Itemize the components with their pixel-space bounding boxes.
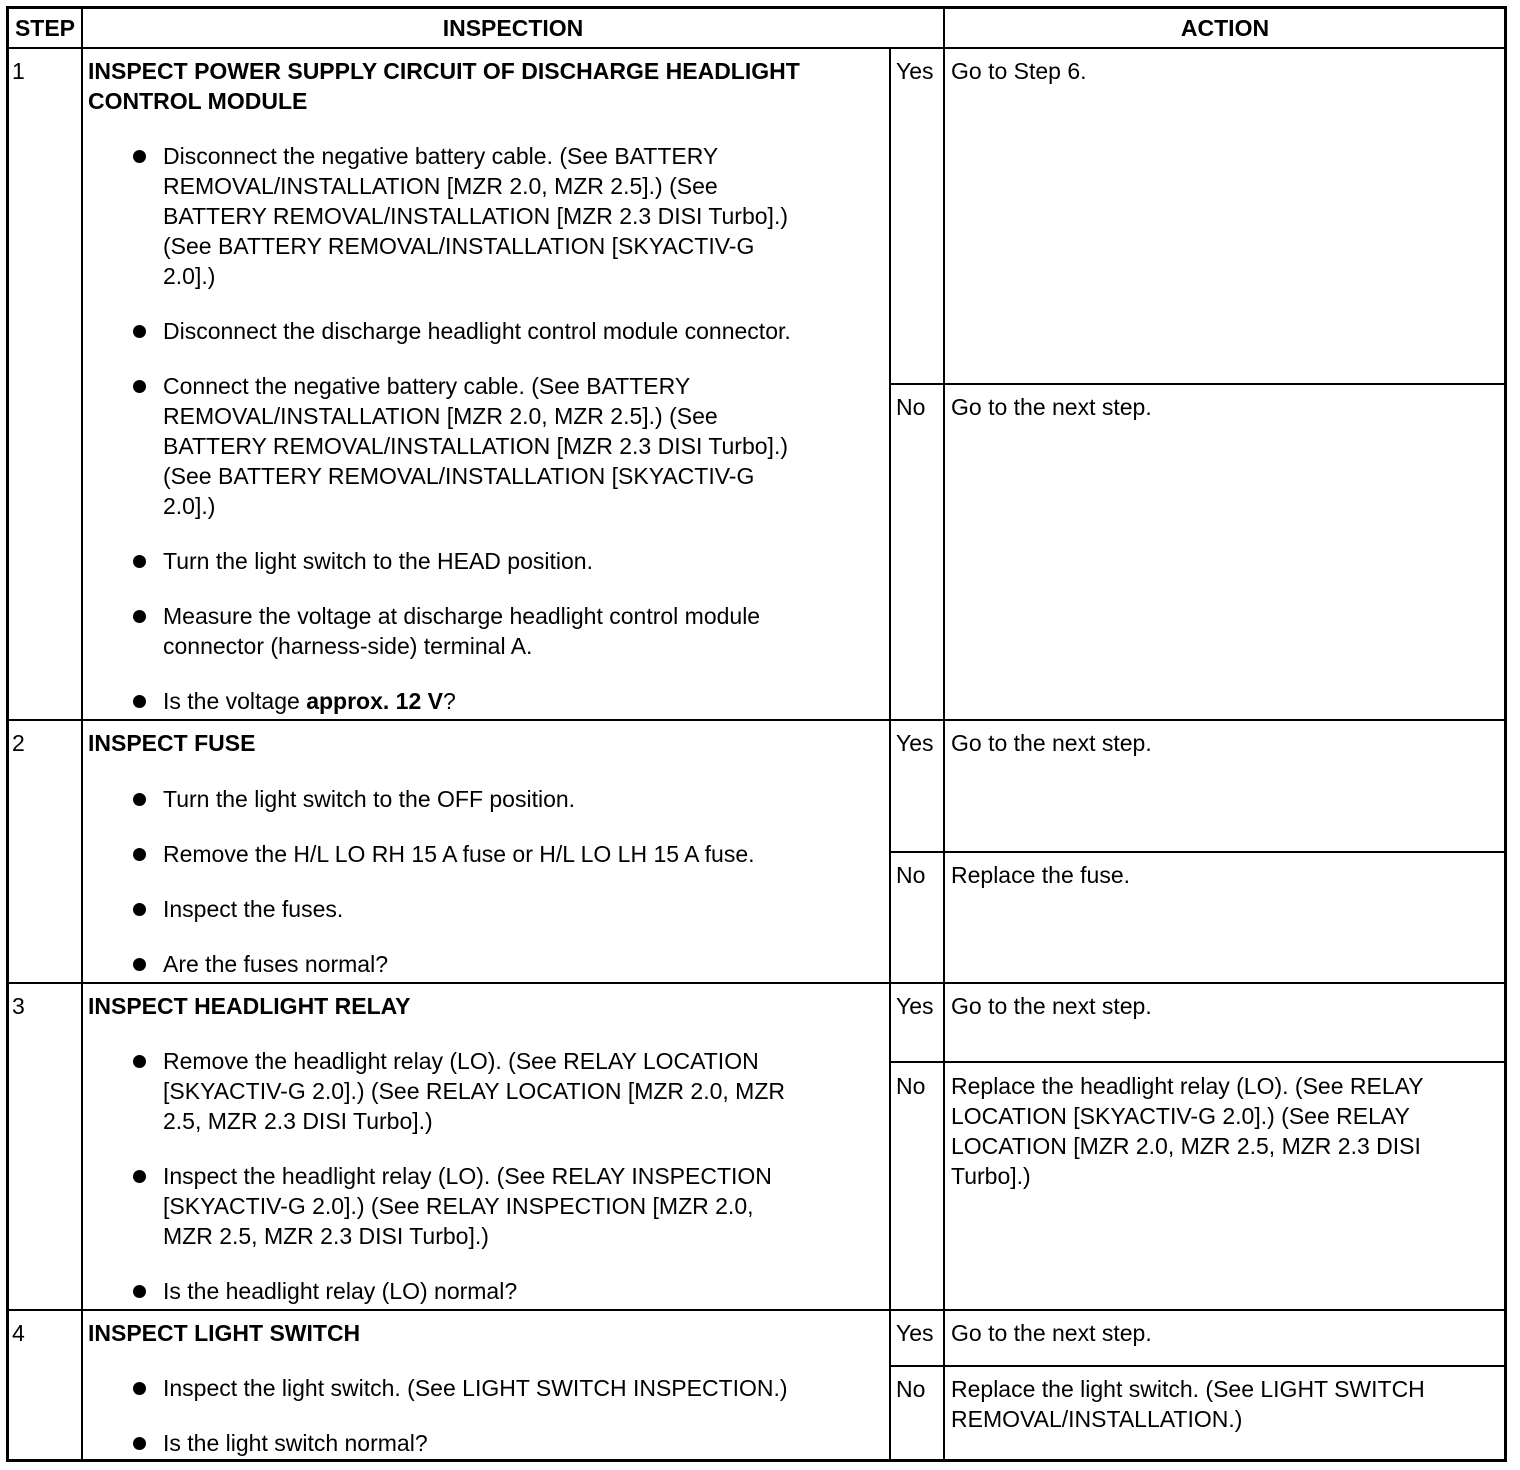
- yes-action: Go to the next step.: [951, 730, 1152, 756]
- no-action: Replace the light switch. (See LIGHT SWITCH: [951, 1376, 1425, 1402]
- inspection-item: connector (harness-side) terminal A.: [163, 633, 533, 659]
- inspection-item: Measure the voltage at discharge headlight control module: [163, 603, 761, 629]
- header-step: STEP: [14, 15, 76, 41]
- inspection-item: [SKYACTIV-G 2.0].) (See RELAY LOCATION [MZR 2.0, MZR: [163, 1078, 785, 1104]
- yes-no-divider-2: [889, 851, 1507, 853]
- step-number: 2: [12, 730, 25, 756]
- row-divider-2: [6, 982, 1507, 984]
- yes-action: Go to the next step.: [951, 1320, 1152, 1346]
- question-value: approx. 12 V: [306, 688, 443, 714]
- step-number: 1: [12, 58, 25, 84]
- col-divider-action: [943, 6, 945, 1462]
- yes-label: Yes: [896, 730, 934, 756]
- yes-no-divider-3: [889, 1061, 1507, 1063]
- no-action: REMOVAL/INSTALLATION.): [951, 1406, 1243, 1432]
- inspection-item: Turn the light switch to the OFF position.: [163, 786, 576, 812]
- step-title: CONTROL MODULE: [88, 88, 308, 114]
- col-divider-step: [81, 6, 83, 1462]
- bullet-icon: [133, 793, 146, 806]
- header-bottom-line: [6, 47, 1507, 49]
- inspection-item: Is the light switch normal?: [163, 1430, 428, 1456]
- no-action: Replace the fuse.: [951, 862, 1131, 888]
- bullet-icon: [133, 1285, 146, 1298]
- inspection-item: [SKYACTIV-G 2.0].) (See RELAY INSPECTION [MZR 2.0,: [163, 1193, 754, 1219]
- inspection-item: Inspect the light switch. (See LIGHT SWITCH INSPECTION.): [163, 1375, 788, 1401]
- header-inspection: INSPECTION: [442, 15, 584, 41]
- inspection-item: Connect the negative battery cable. (See BATTERY: [163, 373, 691, 399]
- inspection-item: REMOVAL/INSTALLATION [MZR 2.0, MZR 2.5].) (See: [163, 173, 718, 199]
- bullet-icon: [133, 325, 146, 338]
- inspection-item: Is the headlight relay (LO) normal?: [163, 1278, 518, 1304]
- step-title: INSPECT POWER SUPPLY CIRCUIT OF DISCHARGE HEADLIGHT: [88, 58, 800, 84]
- step-title: INSPECT LIGHT SWITCH: [88, 1320, 361, 1346]
- no-action: Turbo].): [951, 1163, 1031, 1189]
- inspection-item: Disconnect the negative battery cable. (See BATTERY: [163, 143, 719, 169]
- inspection-item: REMOVAL/INSTALLATION [MZR 2.0, MZR 2.5].) (See: [163, 403, 718, 429]
- inspection-item: Turn the light switch to the HEAD position.: [163, 548, 593, 574]
- inspection-item: Inspect the fuses.: [163, 896, 344, 922]
- yes-no-divider-4: [889, 1365, 1507, 1367]
- step-title: INSPECT FUSE: [88, 730, 256, 756]
- no-action: LOCATION [SKYACTIV-G 2.0].) (See RELAY: [951, 1103, 1410, 1129]
- inspection-item: BATTERY REMOVAL/INSTALLATION [MZR 2.3 DISI Turbo].): [163, 203, 788, 229]
- step-number: 4: [12, 1320, 25, 1346]
- bullet-icon: [133, 1170, 146, 1183]
- inspection-item: Remove the H/L LO RH 15 A fuse or H/L LO LH 15 A fuse.: [163, 841, 755, 867]
- inspection-item: Remove the headlight relay (LO). (See RELAY LOCATION: [163, 1048, 759, 1074]
- yes-label: Yes: [896, 58, 934, 84]
- yes-action: Go to the next step.: [951, 993, 1152, 1019]
- step-title: INSPECT HEADLIGHT RELAY: [88, 993, 411, 1019]
- row-divider-1: [6, 719, 1507, 721]
- bullet-icon: [133, 1055, 146, 1068]
- inspection-item: BATTERY REMOVAL/INSTALLATION [MZR 2.3 DISI Turbo].): [163, 433, 788, 459]
- inspection-item: (See BATTERY REMOVAL/INSTALLATION [SKYACTIV-G: [163, 233, 755, 259]
- header-action: ACTION: [1180, 15, 1270, 41]
- bullet-icon: [133, 848, 146, 861]
- bullet-icon: [133, 695, 146, 708]
- row-divider-3: [6, 1309, 1507, 1311]
- bullet-icon: [133, 610, 146, 623]
- bullet-icon: [133, 1437, 146, 1450]
- inspection-item: 2.0].): [163, 263, 216, 289]
- inspection-item: Inspect the headlight relay (LO). (See RELAY INSPECTION: [163, 1163, 772, 1189]
- col-divider-yesno: [889, 48, 891, 1462]
- no-label: No: [896, 1073, 926, 1099]
- inspection-item: MZR 2.5, MZR 2.3 DISI Turbo].): [163, 1223, 489, 1249]
- yes-action: Go to Step 6.: [951, 58, 1087, 84]
- inspection-item: 2.5, MZR 2.3 DISI Turbo].): [163, 1108, 433, 1134]
- yes-label: Yes: [896, 1320, 934, 1346]
- no-action: Go to the next step.: [951, 394, 1152, 420]
- yes-label: Yes: [896, 993, 934, 1019]
- inspection-item: (See BATTERY REMOVAL/INSTALLATION [SKYACTIV-G: [163, 463, 755, 489]
- question-text: Is the voltage: [163, 688, 307, 714]
- step-number: 3: [12, 993, 25, 1019]
- bullet-icon: [133, 958, 146, 971]
- no-action: Replace the headlight relay (LO). (See RELAY: [951, 1073, 1424, 1099]
- no-label: No: [896, 862, 926, 888]
- yes-no-divider-1: [889, 383, 1507, 385]
- bullet-icon: [133, 555, 146, 568]
- bullet-icon: [133, 1382, 146, 1395]
- inspection-question: [163, 686, 456, 716]
- inspection-item: 2.0].): [163, 493, 216, 519]
- bullet-icon: [133, 150, 146, 163]
- bullet-icon: [133, 380, 146, 393]
- no-label: No: [896, 394, 926, 420]
- bullet-icon: [133, 903, 146, 916]
- inspection-item: Disconnect the discharge headlight control module connector.: [163, 318, 791, 344]
- question-end: ?: [442, 688, 456, 714]
- no-label: No: [896, 1376, 926, 1402]
- no-action: LOCATION [MZR 2.0, MZR 2.5, MZR 2.3 DISI: [951, 1133, 1421, 1159]
- inspection-item: Are the fuses normal?: [163, 951, 389, 977]
